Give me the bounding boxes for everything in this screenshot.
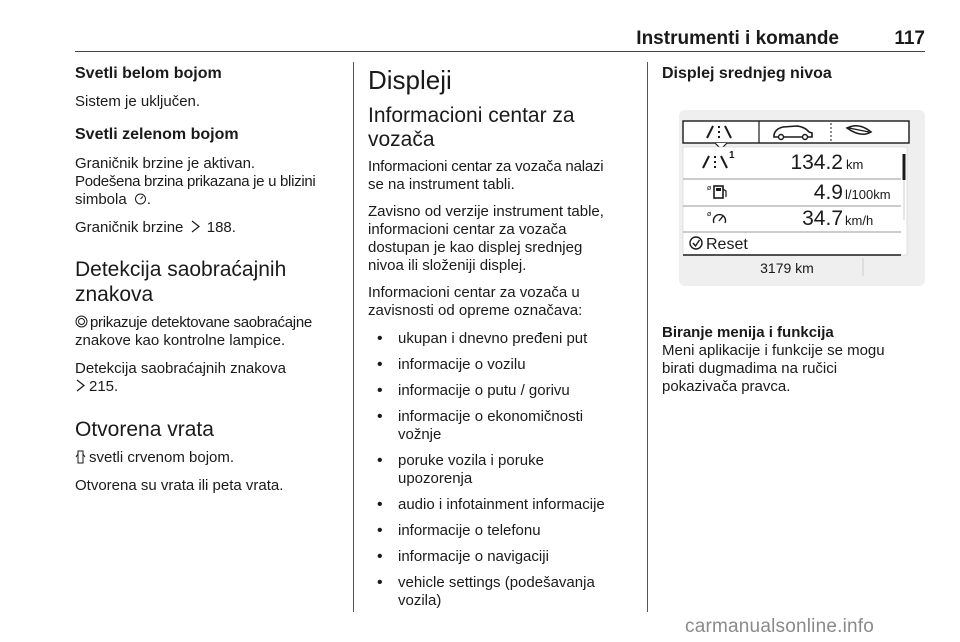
text-dic-p1-l1: Informacioni centar za vozača nalazi bbox=[368, 158, 604, 175]
list-item-continuation: upozorenja bbox=[398, 470, 473, 487]
text-dic-p2-l1: Zavisno od verzije instrument table, bbox=[368, 203, 604, 220]
text-dic-p2-l3: dostupan je kao displej srednjeg bbox=[368, 239, 583, 256]
text-traffic-sign-l1: prikazuje detektovane saobraćajne bbox=[75, 314, 343, 332]
list-item: • poruke vozila i poruke bbox=[368, 452, 636, 470]
list-item: • informacije o telefonu bbox=[368, 522, 636, 540]
heading-green: Svetli zelenom bojom bbox=[75, 126, 239, 143]
trip-index: 1 bbox=[729, 150, 735, 161]
ref-traffic-sign[interactable]: 215. bbox=[75, 378, 343, 396]
text-symbol-line: simbola . bbox=[75, 191, 152, 208]
heading-displays: Displeji bbox=[368, 65, 452, 95]
reference-arrow-icon bbox=[75, 379, 86, 392]
list-item-continuation: vozila) bbox=[398, 592, 442, 609]
traffic-sign-icon bbox=[75, 315, 88, 328]
list-item: • informacije o ekonomičnosti bbox=[368, 408, 636, 426]
trip-unit: km bbox=[846, 157, 864, 172]
page-number: 117 bbox=[894, 28, 925, 49]
heading-white: Svetli belom bojom bbox=[75, 65, 222, 82]
column-left bbox=[75, 64, 343, 495]
fuel-value: 4.9 bbox=[813, 181, 843, 204]
display-drawing bbox=[679, 110, 925, 286]
reset-label: Reset bbox=[706, 236, 748, 253]
column-right bbox=[662, 64, 927, 84]
text-door-red: svetli crvenom bojom. bbox=[75, 449, 343, 467]
heading-dic-l2: vozača bbox=[368, 128, 435, 151]
heading-traffic-sign-l2: znakova bbox=[75, 283, 154, 306]
text-dic-p2-l2: informacioni centar za vozača bbox=[368, 221, 567, 238]
chapter-title: Instrumenti i komande bbox=[636, 28, 839, 49]
text-dic-p2-l4: nivoa ili složeniji displej. bbox=[368, 257, 527, 274]
column-divider-left bbox=[353, 62, 354, 612]
heading-traffic-sign-l1: Detekcija saobraćajnih bbox=[75, 258, 287, 281]
svg-text:ø: ø bbox=[707, 210, 712, 218]
midlevel-display-illustration bbox=[679, 110, 925, 286]
list-item: • informacije o navigaciji bbox=[368, 548, 636, 566]
page-header bbox=[75, 28, 925, 52]
ref-speed-limiter[interactable]: Graničnik brzine 188. bbox=[75, 219, 236, 236]
list-item: • informacije o putu / gorivu bbox=[368, 382, 636, 400]
text-doors-open: Otvorena su vrata ili peta vrata. bbox=[75, 477, 284, 494]
heading-dic-l1: Informacioni centar za bbox=[368, 104, 575, 127]
list-item: • ukupan i dnevno pređeni put bbox=[368, 330, 636, 348]
column-divider-right bbox=[647, 62, 648, 612]
list-item: • audio i infotainment informacije bbox=[368, 496, 636, 514]
open-door-icon bbox=[75, 450, 86, 464]
heading-open-door: Otvorena vrata bbox=[75, 418, 214, 441]
list-item-continuation: vožnje bbox=[398, 426, 442, 443]
svg-text:ø: ø bbox=[707, 184, 712, 192]
text-limiter-active: Graničnik brzine je aktivan. bbox=[75, 155, 256, 172]
list-item: • vehicle settings (podešavanja bbox=[368, 574, 636, 592]
odometer-value: 3179 km bbox=[760, 260, 814, 276]
dic-feature-list bbox=[368, 330, 636, 610]
ref-traffic-sign-l1: Detekcija saobraćajnih znakova bbox=[75, 360, 286, 377]
watermark: carmanualsonline.info bbox=[685, 616, 875, 637]
text-dic-p1-l2: se na instrument tabli. bbox=[368, 176, 515, 193]
speed-limiter-icon bbox=[134, 192, 147, 205]
reference-arrow-icon bbox=[190, 220, 201, 233]
column-right-caption bbox=[662, 324, 927, 396]
speed-value: 34.7 bbox=[802, 207, 843, 230]
text-traffic-sign-l2: znakove kao kontrolne lampice. bbox=[75, 332, 286, 349]
speed-unit: km/h bbox=[845, 213, 874, 228]
text-dic-p3-l1: Informacioni centar za vozača u bbox=[368, 284, 580, 301]
trip-value: 134.2 bbox=[790, 151, 843, 174]
text-dic-p3-l2: zavisnosti od opreme označava: bbox=[368, 302, 583, 319]
column-middle bbox=[368, 64, 636, 610]
heading-midlevel-display: Displej srednjeg nivoa bbox=[662, 65, 832, 82]
text-menu-l3: pokazivača pravca. bbox=[662, 378, 791, 395]
text-system-on: Sistem je uključen. bbox=[75, 93, 201, 110]
caption-menu-selection: Biranje menija i funkcija bbox=[662, 324, 834, 341]
fuel-unit: l/100km bbox=[845, 187, 891, 202]
list-item: • informacije o vozilu bbox=[368, 356, 636, 374]
text-menu-l2: birati dugmadima na ručici bbox=[662, 360, 838, 377]
text-speed-shown: Podešena brzina prikazana je u blizini bbox=[75, 173, 316, 190]
header-divider bbox=[75, 51, 925, 52]
text-menu-l1: Meni aplikacije i funkcije se mogu bbox=[662, 342, 885, 359]
